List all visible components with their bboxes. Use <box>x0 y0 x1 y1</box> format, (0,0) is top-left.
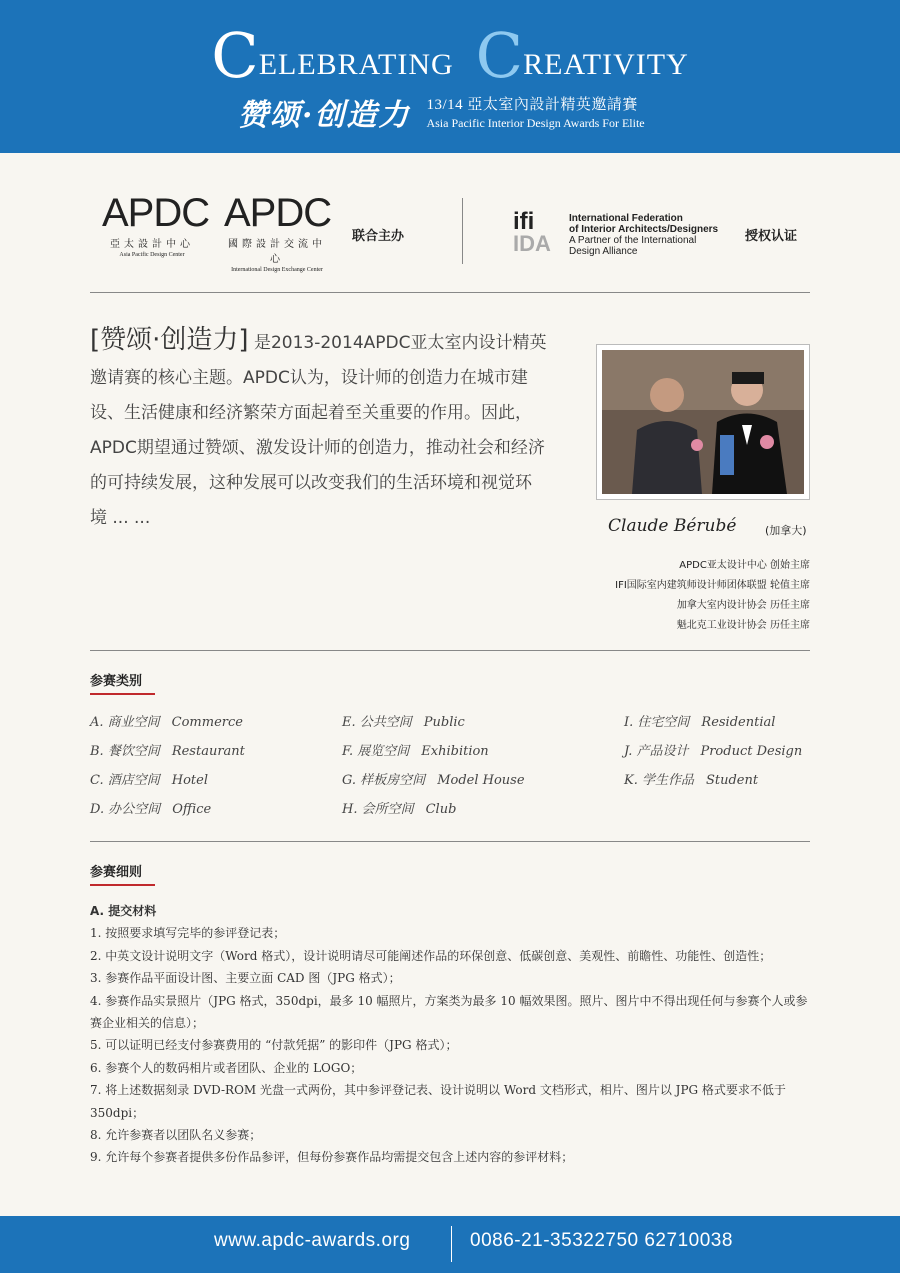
theme-title: [赞颂·创造力] <box>90 325 249 355</box>
co-host-label: 联合主办 <box>352 229 405 244</box>
category-column-1 <box>90 708 245 824</box>
category-item: B. 餐饮空间 Restaurant <box>90 744 245 759</box>
category-item: D. 办公空间 Office <box>90 802 212 817</box>
role-item: APDC亚太设计中心 创始主席 <box>679 560 810 571</box>
title-underline <box>90 693 155 695</box>
category-column-2 <box>342 708 525 824</box>
rule-item: 8. 允许参赛者以团队名义参赛； <box>90 1128 262 1143</box>
phone-numbers: 0086-21-35322750 62710038 <box>470 1230 733 1251</box>
authorization-label: 授权认证 <box>745 229 798 244</box>
logo-divider <box>462 198 463 264</box>
rule-item: 1. 按照要求填写完毕的参评登记表； <box>90 926 286 941</box>
intro-text: 是2013-2014APDC亚太室内设计精英邀请赛的核心主题。APDC认为，设计师的创造力在城市建设、生活健康和经济繁荣方面起着至关重要的作用。因此，APDC期望通过赞颂、激发设计师的创造力，推动社会和经济的可持续发展，这种发展可以改变我们的生活环境和视觉环境 ... ... <box>90 333 547 528</box>
divider <box>90 292 810 293</box>
apdc-logo: APDC 亞太設計中心 Asia Pacific Design Center <box>102 191 210 258</box>
calligraphy-slogan: 赞颂·创造力 <box>238 98 411 133</box>
apdc-exchange-logo: APDC 國際設計交流中心 International Design Exchange Center <box>224 191 332 273</box>
ifi-description: International Federation of Interior Architects/Designers A Partner of the International Design Alliance <box>569 213 719 257</box>
intro-paragraph <box>90 323 548 536</box>
rules-list <box>90 900 815 1169</box>
event-name-cn: 13/14 亞太室內設計精英邀請賽 <box>426 97 638 113</box>
rule-item: 3. 参赛作品平面设计图、主要立面 CAD 图（JPG 格式）； <box>90 971 401 986</box>
award-photo <box>596 344 810 500</box>
person-country: (加拿大) <box>765 524 807 537</box>
rule-item: 5. 可以证明已经支付参赛费用的 “付款凭据” 的影印件（JPG 格式）； <box>90 1038 458 1053</box>
organizer-logos <box>90 193 810 271</box>
category-item: F. 展览空间 Exhibition <box>342 744 489 759</box>
rule-item: 4. 参赛作品实景照片（JPG 格式，350dpi，最多 10 幅照片，方案类为最多 10 幅效果图。照片、图片中不得出现任何与参赛个人或参赛企业相关的信息）； <box>90 993 808 1031</box>
title-word-creativity: REATIVITY <box>523 48 689 81</box>
categories-title: 参赛类别 <box>90 674 143 689</box>
website-link[interactable]: www.apdc-awards.org <box>214 1230 411 1251</box>
rules-title: 参赛细则 <box>90 865 143 880</box>
category-column-3 <box>624 708 802 795</box>
rules-subtitle: A. 提交材料 <box>90 904 157 918</box>
category-item: H. 会所空间 Club <box>342 802 457 817</box>
category-item: A. 商业空间 Commerce <box>90 715 243 730</box>
photo-illustration <box>602 350 804 494</box>
category-item: E. 公共空间 Public <box>342 715 465 730</box>
rule-item: 6. 参赛个人的数码相片或者团队、企业的 LOGO； <box>90 1060 363 1075</box>
title-initial-c1: C <box>211 19 259 92</box>
title-word-celebrating: ELEBRATING <box>258 48 454 81</box>
divider <box>90 650 810 651</box>
person-name: Claude Bérubé <box>608 516 737 536</box>
rule-item: 2. 中英文设计说明文字（Word 格式），设计说明请尽可能阐述作品的环保创意、低碳创意、美观性、前瞻性、功能性、创造性； <box>90 948 772 963</box>
title-underline <box>90 884 155 886</box>
category-item: I. 住宅空间 Residential <box>624 715 776 730</box>
role-item: 加拿大室内设计协会 历任主席 <box>676 600 810 611</box>
title-initial-c2: C <box>475 19 524 92</box>
role-item: IFI国际室内建筑师设计师团体联盟 轮值主席 <box>615 580 810 591</box>
header-banner <box>0 0 900 153</box>
person-roles <box>615 556 810 636</box>
category-item: C. 酒店空间 Hotel <box>90 773 208 788</box>
category-item: K. 学生作品 Student <box>624 773 759 788</box>
category-item: J. 产品设计 Product Design <box>624 744 803 759</box>
rule-item: 9. 允许每个参赛者提供多份作品参评，但每份参赛作品均需提交包含上述内容的参评材料； <box>90 1150 574 1165</box>
role-item: 魁北克工业设计协会 历任主席 <box>676 620 810 631</box>
divider <box>90 841 810 842</box>
event-name-en: Asia Pacific Interior Design Awards For Elite <box>426 116 645 130</box>
footer-bar <box>0 1216 900 1273</box>
category-item: G. 样板房空间 Model House <box>342 773 525 788</box>
celebrating-creativity-title <box>0 19 900 92</box>
footer-divider <box>451 1226 452 1262</box>
ifi-logo: ifi IDA <box>513 208 551 256</box>
rule-item: 7. 将上述数据刻录 DVD-ROM 光盘一式两份，其中参评登记表、设计说明以 Word 文档形式，相片、图片以 JPG 格式要求不低于 350dpi； <box>90 1083 786 1120</box>
